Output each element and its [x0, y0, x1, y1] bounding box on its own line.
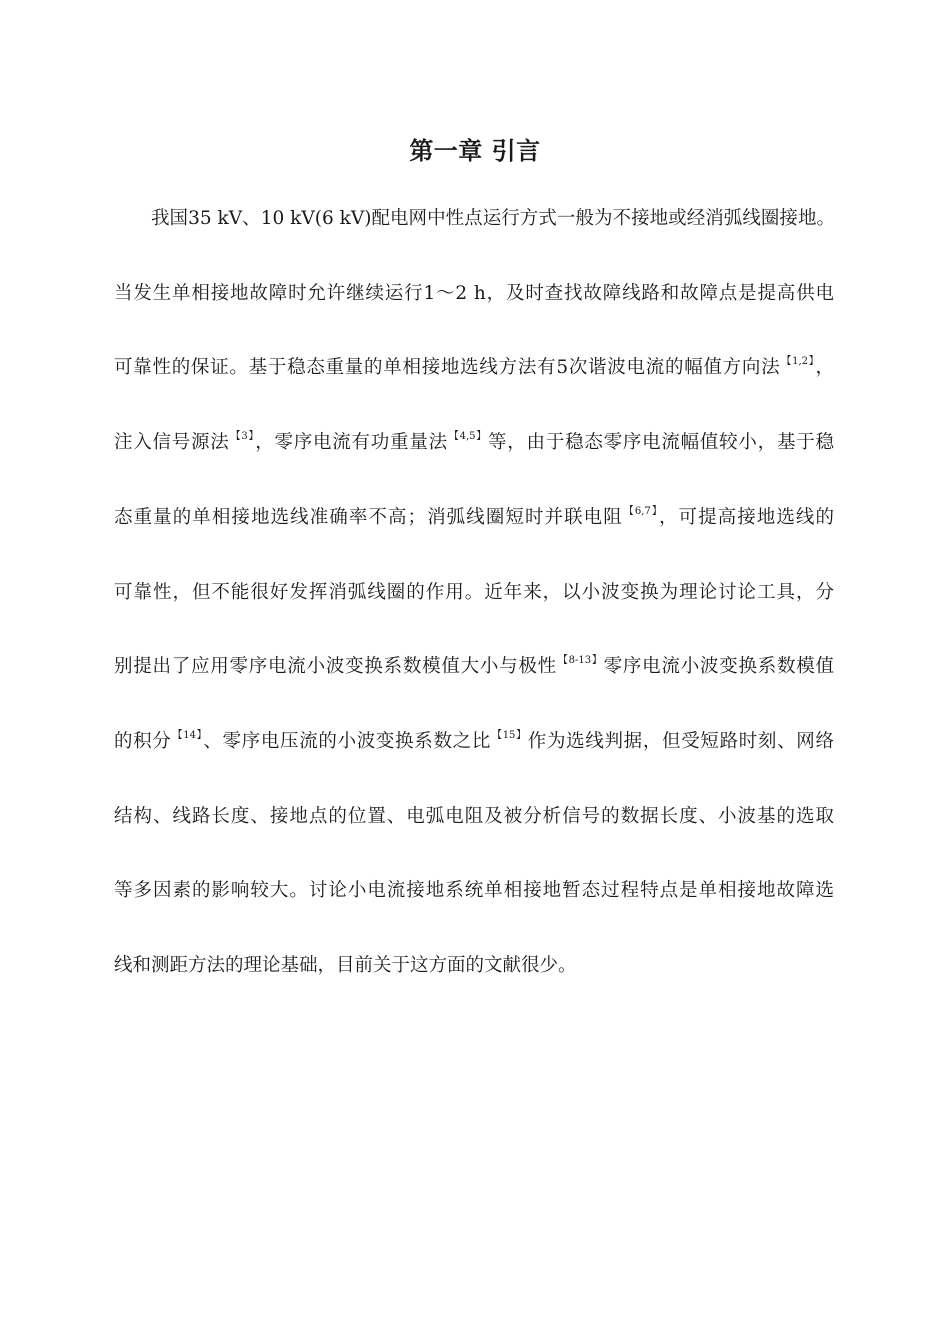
paragraph-line: [114, 503, 834, 533]
paragraph-line: [114, 802, 834, 832]
paragraph-line: [114, 578, 834, 608]
paragraph-line: [114, 727, 834, 757]
text-run: 等，由于稳态零序电流幅值较小，基于稳: [488, 432, 834, 453]
citation-ref: 【4,5】: [448, 431, 488, 442]
text-run: 可靠性，但不能很好发挥消弧线圈的作用。近年来，以小波变换为理论讨论工具，分: [114, 582, 834, 603]
text-run: ，可提高接地选线的: [658, 507, 834, 528]
text-run: 、零序电压流的小波变换系数之比: [203, 731, 492, 752]
citation-ref: 【8-13】: [557, 655, 603, 666]
paragraph-line: [114, 353, 834, 383]
text-run: 当发生单相接地故障时允许继续运行1～2 h，及时查找故障线路和故障点是提高供电: [114, 283, 834, 304]
text-run: 零序电流小波变换系数模值: [603, 656, 834, 677]
text-run: 结构、线路长度、接地点的位置、电弧电阻及被分析信号的数据长度、小波基的选取: [114, 806, 834, 827]
citation-ref: 【14】: [172, 730, 203, 741]
paragraph-line: [114, 652, 834, 682]
text-run: ，零序电流有功重量法: [255, 432, 448, 453]
text-run: 态重量的单相接地选线准确率不高；消弧线圈短时并联电阻: [114, 507, 623, 528]
text-run: 我国35 kV、10 kV(6 kV)配电网中性点运行方式一般为不接地或经消弧线圈接地。: [151, 208, 835, 229]
text-run: 可靠性的保证。基于稳态重量的单相接地选线方法有5次谐波电流的幅值方向法: [114, 357, 781, 378]
text-run: ，: [815, 357, 835, 378]
citation-ref: 【6,7】: [623, 506, 658, 517]
paragraph-line: [114, 279, 834, 309]
chapter-title: 第一章 引言: [409, 136, 541, 165]
citation-ref: 【15】: [492, 730, 527, 741]
text-run: 的积分: [114, 731, 172, 752]
paragraph-line: [114, 951, 834, 981]
text-run: 等多因素的影响较大。讨论小电流接地系统单相接地暂态过程特点是单相接地故障选: [114, 880, 834, 901]
text-run: 线和测距方法的理论基础，目前关于这方面的文献很少。: [114, 955, 577, 976]
paragraph-line: [114, 876, 834, 906]
text-run: 别提出了应用零序电流小波变换系数模值大小与极性: [114, 656, 557, 677]
text-run: 注入信号源法: [114, 432, 230, 453]
citation-ref: 【3】: [230, 431, 255, 442]
text-run: 作为选线判据，但受短路时刻、网络: [527, 731, 834, 752]
paragraph-line: [151, 204, 835, 234]
citation-ref: 【1,2】: [781, 356, 815, 367]
paragraph-line: [114, 428, 834, 458]
